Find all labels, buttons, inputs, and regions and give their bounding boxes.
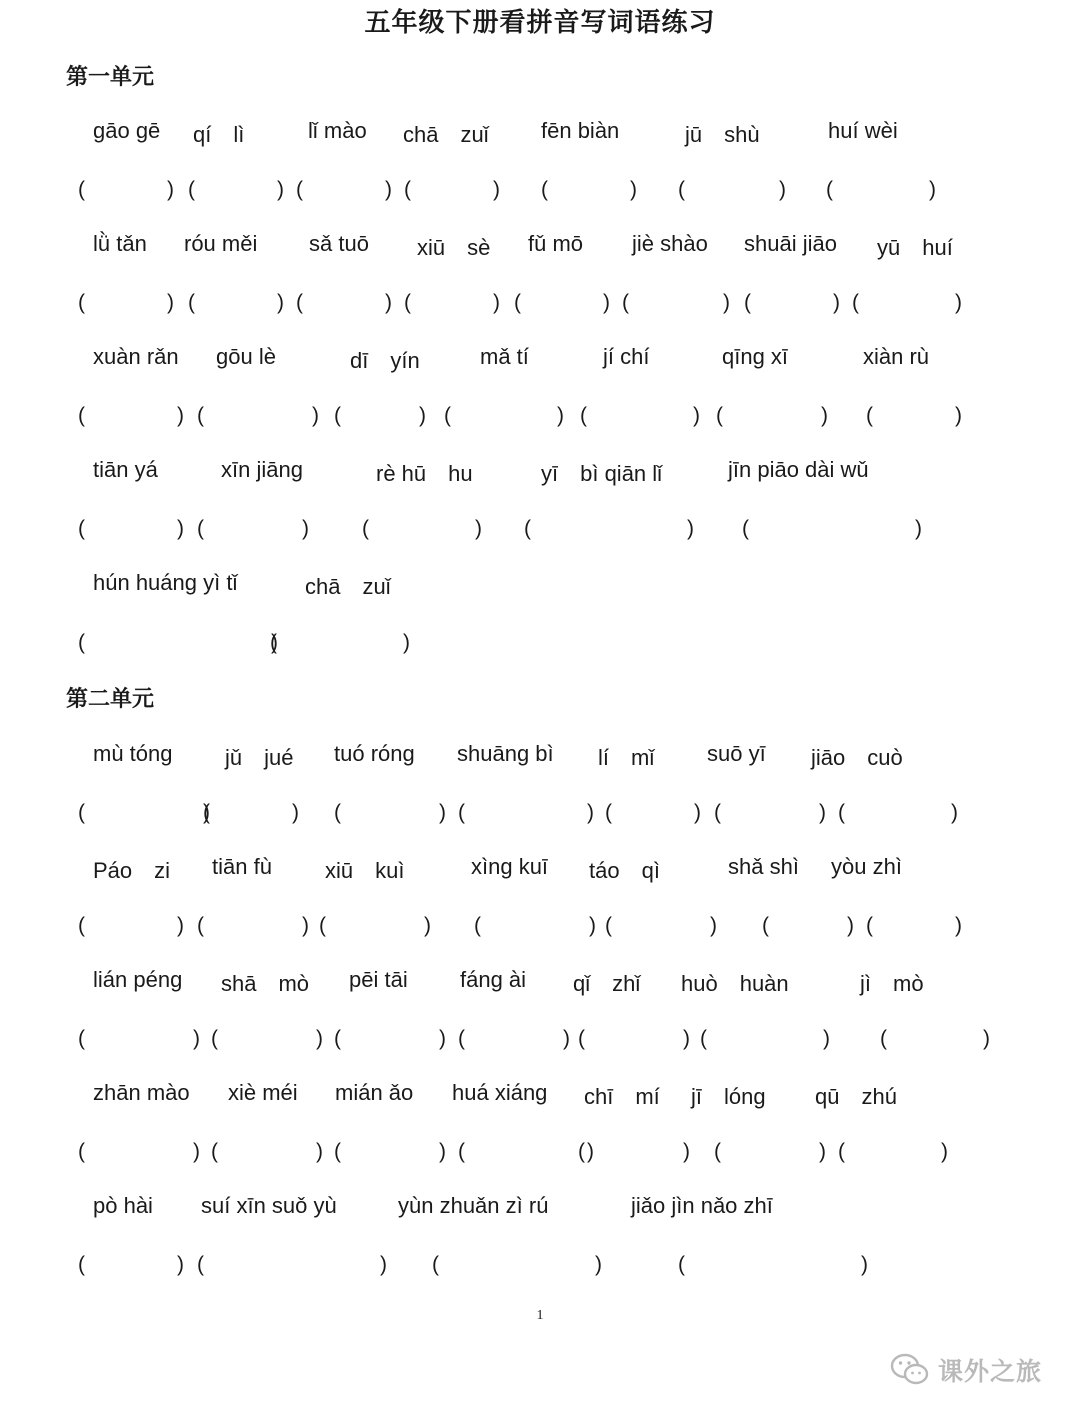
answer-blank: ( ) bbox=[78, 178, 174, 201]
answer-blank: ( ) bbox=[678, 1253, 887, 1276]
answer-blank: ( ) bbox=[78, 1027, 205, 1050]
answer-blank: ( ) bbox=[197, 517, 312, 540]
pinyin-word: jí chí bbox=[603, 344, 650, 369]
answer-blank: ( ) bbox=[742, 517, 939, 540]
answer-blank: ( ) bbox=[78, 291, 174, 314]
pinyin-word: xiàn rù bbox=[863, 344, 930, 369]
pinyin-word: xiè méi bbox=[228, 1080, 298, 1105]
answer-blank: ( ) bbox=[716, 404, 831, 427]
pinyin-word: huá xiáng bbox=[452, 1080, 548, 1105]
answer-blank: ( ) bbox=[188, 291, 284, 314]
answer-blank: ( ) bbox=[714, 801, 829, 824]
pinyin-word: fǔ mō bbox=[528, 231, 584, 256]
pinyin-word: yī bì qiān lǐ bbox=[541, 461, 663, 486]
answer-blank: ( ) bbox=[458, 1140, 602, 1163]
answer-blank: ( ) bbox=[826, 178, 939, 201]
pinyin-word: jī lóng bbox=[691, 1084, 766, 1109]
pinyin-word: yòu zhì bbox=[831, 854, 902, 879]
answer-blank: ( ) bbox=[78, 1253, 186, 1276]
pinyin-word: jīn piāo dài wǔ bbox=[728, 457, 869, 482]
answer-blank: ( ) bbox=[458, 1027, 573, 1050]
answer-blank: ( ) bbox=[296, 291, 392, 314]
answer-blank: ( ) bbox=[714, 1140, 829, 1163]
pinyin-word: hún huáng yì tǐ bbox=[93, 570, 238, 595]
answer-blank: ( ) bbox=[334, 1140, 449, 1163]
pinyin-word: shǎ shì bbox=[728, 854, 799, 879]
answer-blank: ( ) bbox=[605, 914, 720, 937]
pinyin-word: chī mí bbox=[584, 1084, 660, 1109]
pinyin-word: lián péng bbox=[93, 967, 183, 992]
answer-blank: ( ) bbox=[78, 404, 186, 427]
answer-blank: ( ) bbox=[474, 914, 601, 937]
pinyin-word: xīn jiāng bbox=[221, 457, 303, 482]
answer-blank: ( ) bbox=[78, 914, 186, 937]
pinyin-word: dī yín bbox=[350, 348, 420, 373]
answer-blank: ( ) bbox=[578, 1140, 693, 1163]
pinyin-word: fáng ài bbox=[460, 967, 527, 992]
pinyin-word: lí mǐ bbox=[598, 745, 655, 770]
answer-blank: ( ) bbox=[866, 914, 962, 937]
wechat-icon bbox=[890, 1352, 930, 1388]
pinyin-word: jǔ jué bbox=[225, 745, 294, 770]
unit-heading: 第一单元 bbox=[66, 64, 155, 90]
pinyin-word: zhān mào bbox=[93, 1080, 190, 1105]
pinyin-word: huí wèi bbox=[828, 118, 898, 143]
pinyin-word: yū huí bbox=[877, 235, 953, 260]
pinyin-word: gāo gē bbox=[93, 118, 161, 143]
answer-blank: ( ) bbox=[458, 801, 602, 824]
answer-blank: ( ) bbox=[678, 178, 788, 201]
pinyin-word: Páo zi bbox=[93, 858, 171, 883]
pinyin-word: fēn biàn bbox=[541, 118, 620, 143]
pinyin-word: jiè shào bbox=[632, 231, 708, 256]
answer-blank: ( ) bbox=[580, 404, 705, 427]
answer-blank: ( ) bbox=[404, 178, 500, 201]
answer-blank: ( ) bbox=[578, 1027, 693, 1050]
pinyin-word: mù tóng bbox=[93, 741, 173, 766]
answer-blank: ( ) bbox=[605, 801, 701, 824]
answer-blank: ( ) bbox=[838, 801, 963, 824]
pinyin-word: sǎ tuō bbox=[309, 231, 369, 256]
answer-blank: ( ) bbox=[197, 404, 324, 427]
pinyin-word: pò hài bbox=[93, 1193, 153, 1218]
pinyin-word: shuāi jiāo bbox=[744, 231, 837, 256]
answer-blank: ( ) bbox=[296, 178, 392, 201]
pinyin-word: táo qì bbox=[589, 858, 660, 883]
pinyin-word: jū shù bbox=[685, 122, 760, 147]
answer-blank: ( ) bbox=[270, 631, 419, 654]
answer-blank: ( ) bbox=[78, 517, 186, 540]
answer-blank: ( ) bbox=[78, 1140, 205, 1163]
pinyin-word: yùn zhuǎn zì rú bbox=[398, 1193, 549, 1218]
answer-blank: ( ) bbox=[744, 291, 840, 314]
pinyin-word: gōu lè bbox=[216, 344, 276, 369]
pinyin-word: jiāo cuò bbox=[811, 745, 903, 770]
pinyin-word: pēi tāi bbox=[349, 967, 408, 992]
pinyin-word: chā zuǐ bbox=[305, 574, 391, 599]
answer-blank: ( ) bbox=[762, 914, 853, 937]
pinyin-word: qīng xī bbox=[722, 344, 789, 369]
answer-blank: ( ) bbox=[541, 178, 637, 201]
pinyin-word: xiū sè bbox=[417, 235, 491, 260]
answer-blank: ( ) bbox=[197, 914, 312, 937]
answer-blank: ( ) bbox=[866, 404, 962, 427]
pinyin-word: lǜ tǎn bbox=[93, 231, 147, 256]
pinyin-word: jì mò bbox=[860, 971, 924, 996]
answer-blank: ( ) bbox=[334, 801, 449, 824]
pinyin-word: mián ǎo bbox=[335, 1080, 414, 1105]
pinyin-word: jiǎo jìn nǎo zhī bbox=[631, 1193, 773, 1218]
pinyin-word: tuó róng bbox=[334, 741, 415, 766]
pinyin-word: tiān yá bbox=[93, 457, 158, 482]
pinyin-word: qū zhú bbox=[815, 1084, 897, 1109]
pinyin-word: xìng kuī bbox=[471, 854, 549, 879]
answer-blank: ( ) bbox=[524, 517, 709, 540]
answer-blank: ( ) bbox=[334, 404, 425, 427]
pinyin-word: xuàn rǎn bbox=[93, 344, 179, 369]
answer-blank: ( ) bbox=[211, 1027, 326, 1050]
pinyin-word: rè hū hu bbox=[376, 461, 473, 486]
watermark-text: 课外之旅 bbox=[938, 1358, 1043, 1386]
page-number: 1 bbox=[536, 1308, 544, 1323]
answer-blank: ( ) bbox=[838, 1140, 951, 1163]
answer-blank: ( ) bbox=[514, 291, 610, 314]
pinyin-word: shā mò bbox=[221, 971, 310, 996]
answer-blank: ( ) bbox=[622, 291, 732, 314]
pinyin-word: shuāng bì bbox=[457, 741, 554, 766]
unit-heading: 第二单元 bbox=[66, 686, 155, 712]
pinyin-word: mǎ tí bbox=[480, 344, 529, 369]
answer-blank: ( ) bbox=[404, 291, 500, 314]
pinyin-word: tiān fù bbox=[212, 854, 272, 879]
pinyin-word: huò huàn bbox=[681, 971, 789, 996]
pinyin-word: lǐ mào bbox=[308, 118, 367, 143]
watermark bbox=[890, 1350, 1042, 1390]
answer-blank: ( ) bbox=[78, 801, 217, 824]
answer-blank: ( ) bbox=[334, 1027, 449, 1050]
answer-blank: ( ) bbox=[362, 517, 487, 540]
pinyin-word: qí lì bbox=[193, 122, 245, 147]
answer-blank: ( ) bbox=[203, 801, 299, 824]
pinyin-word: suí xīn suǒ yù bbox=[201, 1193, 337, 1218]
answer-blank: ( ) bbox=[78, 631, 299, 654]
pinyin-word: suō yī bbox=[707, 741, 766, 766]
answer-blank: ( ) bbox=[211, 1140, 326, 1163]
answer-blank: ( ) bbox=[188, 178, 284, 201]
answer-blank: ( ) bbox=[852, 291, 965, 314]
pinyin-word: qǐ zhǐ bbox=[573, 971, 641, 996]
answer-blank: ( ) bbox=[700, 1027, 837, 1050]
answer-blank: ( ) bbox=[319, 914, 434, 937]
pinyin-word: róu měi bbox=[184, 231, 258, 256]
page-title: 五年级下册看拼音写词语练习 bbox=[364, 8, 716, 38]
answer-blank: ( ) bbox=[444, 404, 569, 427]
answer-blank: ( ) bbox=[432, 1253, 617, 1276]
answer-blank: ( ) bbox=[197, 1253, 406, 1276]
pinyin-word: chā zuǐ bbox=[403, 122, 489, 147]
pinyin-word: xiū kuì bbox=[325, 858, 405, 883]
answer-blank: ( ) bbox=[880, 1027, 993, 1050]
